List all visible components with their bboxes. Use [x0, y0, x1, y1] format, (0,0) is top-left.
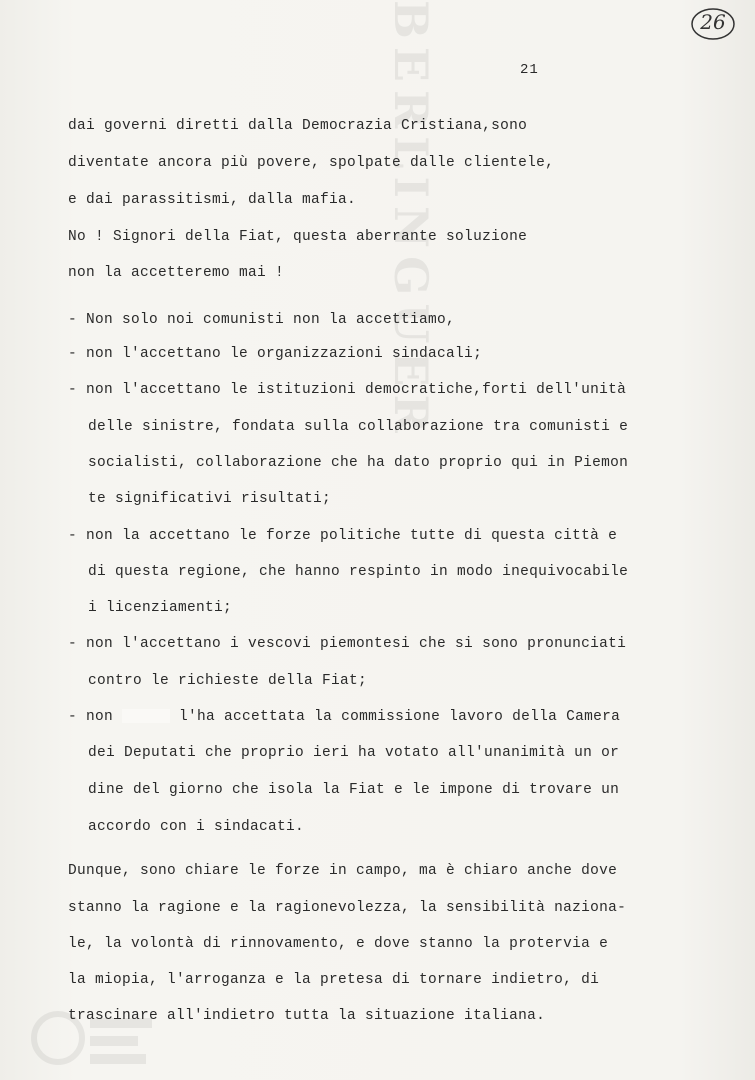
archive-stamp	[690, 6, 736, 42]
text-line: contro le richieste della Fiat;	[88, 673, 368, 689]
text-line: accordo con i sindacati.	[88, 819, 305, 835]
text-line: la miopia, l'arroganza e la pretesa di tornare indietro, di	[68, 972, 600, 988]
archive-watermark: BERLINGUER	[384, 0, 438, 441]
text-line: No ! Signori della Fiat, questa aberrante soluzione	[68, 229, 528, 245]
text-line: dai governi diretti dalla Democrazia Cristiana,sono	[68, 118, 528, 134]
text-line: i licenziamenti;	[88, 600, 233, 616]
text-line: - Non solo noi comunisti non la accettiamo,	[68, 312, 456, 328]
text-line: - non l'accettano i vescovi piemontesi che si sono pronunciati	[68, 636, 627, 652]
archive-logo	[30, 1000, 160, 1070]
text-line: trascinare all'indietro tutta la situazione italiana.	[68, 1008, 546, 1024]
text-line: dine del giorno che isola la Fiat e le impone di trovare un	[88, 782, 620, 798]
line-remainder: l'ha accettata la commissione lavoro della Camera	[179, 709, 621, 725]
text-line: diventate ancora più povere, spolpate dalle clientele,	[68, 155, 555, 171]
text-line: di questa regione, che hanno respinto in modo inequivocabile	[88, 564, 629, 580]
text-line: - non l'accettano le organizzazioni sindacali;	[68, 346, 483, 362]
text-line: delle sinistre, fondata sulla collaborazione tra comunisti e	[88, 419, 629, 435]
text-line: non la accetteremo mai !	[68, 265, 285, 281]
text-line: te significativi risultati;	[88, 491, 332, 507]
text-line	[68, 709, 620, 725]
stamp-number: 26	[700, 10, 726, 34]
text-line: stanno la ragione e la ragionevolezza, la sensibilità naziona-	[68, 900, 627, 916]
text-line: - non la accettano le forze politiche tutte di questa città e	[68, 528, 618, 544]
text-line: dei Deputati che proprio ieri ha votato all'unanimità un or	[88, 745, 620, 761]
line-prefix: - non	[68, 709, 114, 725]
redaction-mark	[122, 709, 170, 723]
text-line: Dunque, sono chiare le forze in campo, ma è chiaro anche dove	[68, 863, 618, 879]
page-number: 21	[520, 62, 539, 78]
text-line: le, la volontà di rinnovamento, e dove stanno la protervia e	[68, 936, 609, 952]
text-line: - non l'accettano le istituzioni democratiche,forti dell'unità	[68, 382, 627, 398]
text-line: e dai parassitismi, dalla mafia.	[68, 192, 357, 208]
text-line: socialisti, collaborazione che ha dato proprio qui in Piemon	[88, 455, 629, 471]
